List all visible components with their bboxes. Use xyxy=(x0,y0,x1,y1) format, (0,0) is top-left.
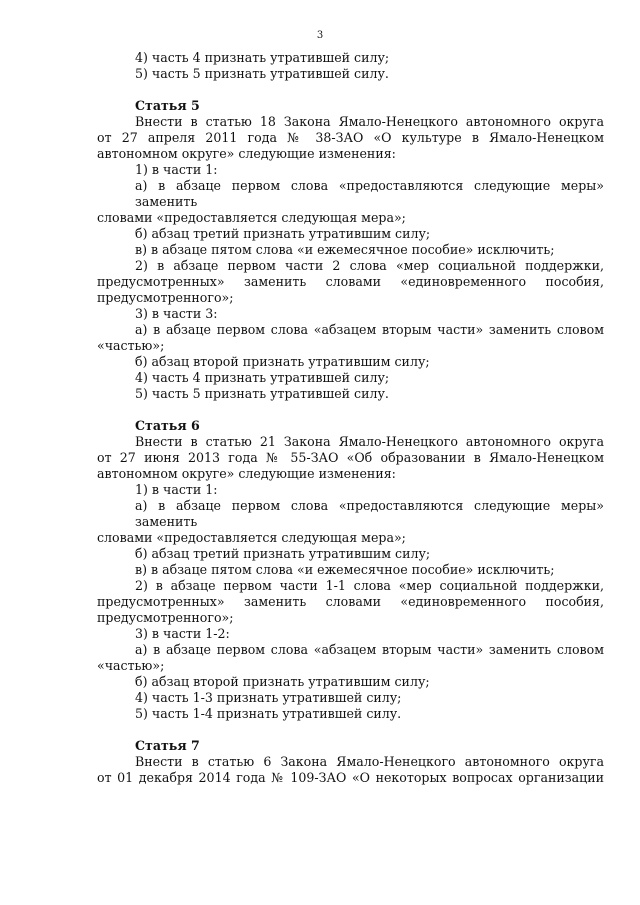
list-item: 3) в части 1-2: xyxy=(135,626,230,641)
list-item: б) абзац третий признать утратившим силу; xyxy=(135,546,431,561)
list-item: словами «предоставляется следующая мера»; xyxy=(97,530,406,545)
document-body xyxy=(97,50,604,786)
list-item: «частью»; xyxy=(97,658,165,673)
list-item: а) в абзаце первом слова «абзацем вторым части» заменить словом xyxy=(135,322,604,337)
paragraph-line: Внести в статью 18 Закона Ямало-Ненецкого автономного округа xyxy=(135,114,604,129)
list-item: а) в абзаце первом слова «абзацем вторым части» заменить словом xyxy=(135,642,604,657)
paragraph-line: от 01 декабря 2014 года № 109-ЗАО «О некоторых вопросах организации xyxy=(97,770,604,785)
list-item: 1) в части 1: xyxy=(135,162,218,177)
article-heading: Статья 6 xyxy=(135,418,200,433)
paragraph-line: от 27 июня 2013 года № 55-ЗАО «Об образовании в Ямало-Ненецком xyxy=(97,450,604,465)
list-item: «частью»; xyxy=(97,338,165,353)
list-item: б) абзац второй признать утратившим силу; xyxy=(135,674,430,689)
list-item: 1) в части 1: xyxy=(135,482,218,497)
article-heading: Статья 7 xyxy=(135,738,200,753)
list-item: а) в абзаце первом слова «предоставляются следующие меры» заменить xyxy=(135,498,604,529)
list-item: 4) часть 4 признать утратившей силу; xyxy=(135,370,390,385)
list-item: предусмотренного»; xyxy=(97,290,234,305)
list-item: 2) в абзаце первом части 1-1 слова «мер социальной поддержки, xyxy=(135,578,604,593)
list-item: 4) часть 1-3 признать утратившей силу; xyxy=(135,690,402,705)
list-item: предусмотренных» заменить словами «единовременного пособия, xyxy=(97,594,604,609)
list-item: в) в абзаце пятом слова «и ежемесячное пособие» исключить; xyxy=(135,242,555,257)
list-item: словами «предоставляется следующая мера»; xyxy=(97,210,406,225)
list-item: 5) часть 1-4 признать утратившей силу. xyxy=(135,706,402,721)
list-item: предусмотренного»; xyxy=(97,610,234,625)
list-item: в) в абзаце пятом слова «и ежемесячное пособие» исключить; xyxy=(135,562,555,577)
paragraph-line: автономном округе» следующие изменения: xyxy=(97,466,396,481)
article-heading: Статья 5 xyxy=(135,98,200,113)
list-item: 4) часть 4 признать утратившей силу; xyxy=(135,50,390,65)
list-item: 5) часть 5 признать утратившей силу. xyxy=(135,66,389,81)
list-item: 2) в абзаце первом части 2 слова «мер социальной поддержки, xyxy=(135,258,604,273)
list-item: 3) в части 3: xyxy=(135,306,218,321)
list-item: а) в абзаце первом слова «предоставляются следующие меры» заменить xyxy=(135,178,604,209)
paragraph-line: автономном округе» следующие изменения: xyxy=(97,146,396,161)
list-item: 5) часть 5 признать утратившей силу. xyxy=(135,386,389,401)
page-number: 3 xyxy=(316,30,324,41)
paragraph-line: Внести в статью 21 Закона Ямало-Ненецкого автономного округа xyxy=(135,434,604,449)
list-item: б) абзац второй признать утратившим силу; xyxy=(135,354,430,369)
paragraph-line: Внести в статью 6 Закона Ямало-Ненецкого автономного округа xyxy=(135,754,604,769)
list-item: б) абзац третий признать утратившим силу; xyxy=(135,226,431,241)
list-item: предусмотренных» заменить словами «единовременного пособия, xyxy=(97,274,604,289)
paragraph-line: от 27 апреля 2011 года № 38-ЗАО «О культуре в Ямало-Ненецком xyxy=(97,130,604,145)
